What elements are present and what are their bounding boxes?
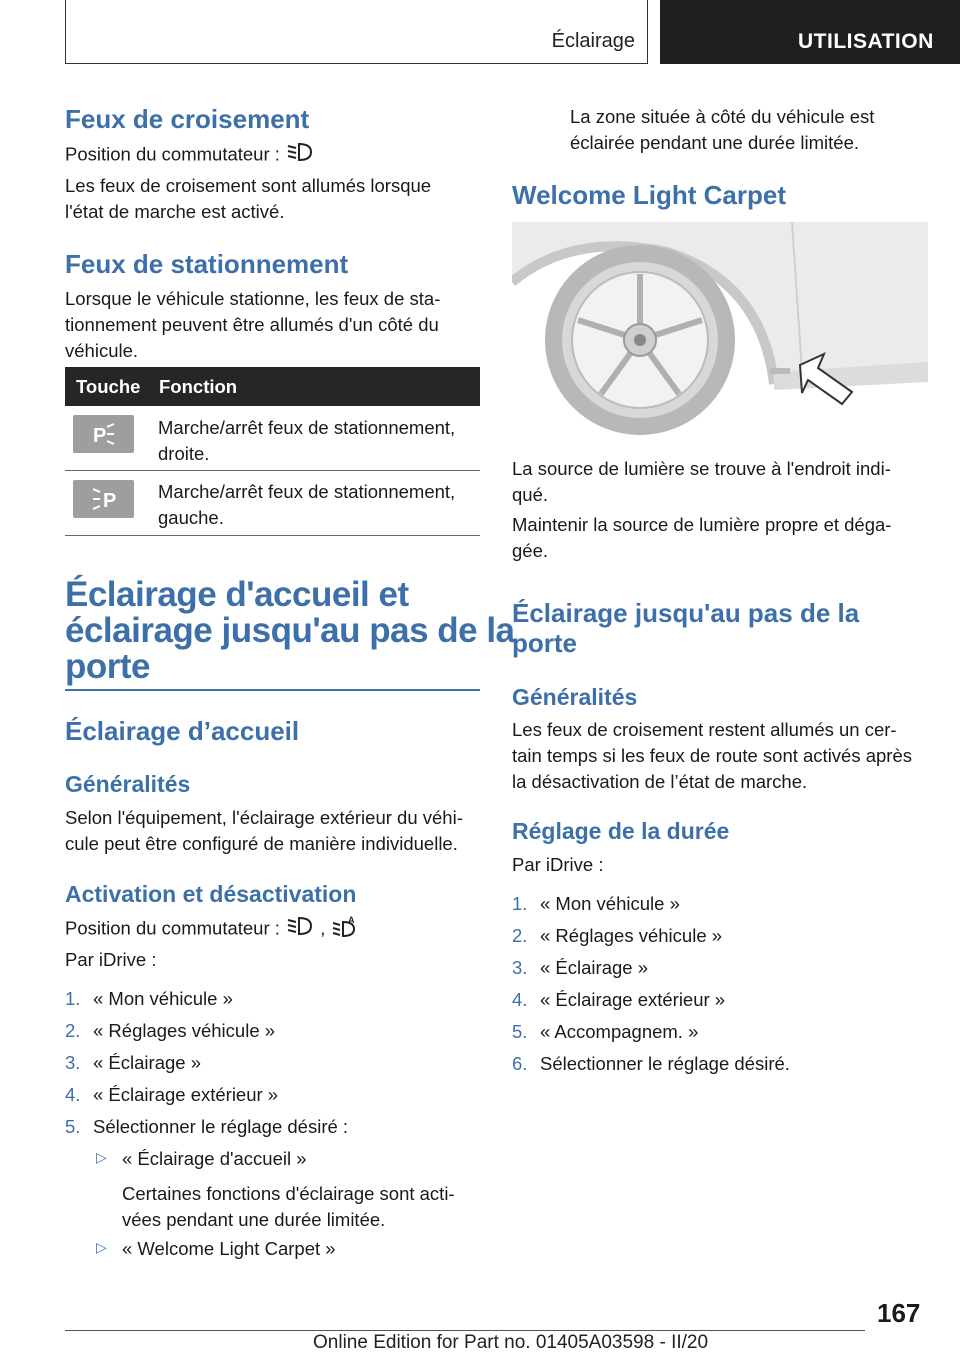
text-line: Les feux de croisement restent allumés un cer- [512, 719, 897, 740]
list-text: « Éclairage » [540, 957, 648, 978]
list-text: Sélectionner le réglage désiré. [540, 1053, 790, 1074]
text-line: tain temps si les feux de route sont activés après [512, 745, 913, 766]
list-text: « Réglages véhicule » [540, 925, 723, 946]
parking-light-right-button [73, 415, 134, 453]
text-line: La zone située à côté du véhicule est [570, 106, 875, 127]
text-line: Lorsque le véhicule stationne, les feux de sta- [65, 288, 441, 309]
idrive-label: Par iDrive : [65, 949, 157, 970]
list-number: 5. [65, 1116, 81, 1137]
list-number: 2. [65, 1020, 81, 1041]
list-text: « Mon véhicule » [540, 893, 680, 914]
welcome-light-carpet-image [512, 222, 928, 435]
switch-position-label: Position du commutateur : [65, 917, 280, 939]
heading-line: Éclairage d'accueil et [65, 575, 409, 614]
text-line: tionnement peuvent être allumés d'un côté du [65, 314, 439, 335]
table-row-2-text [158, 479, 455, 531]
list-number: 2. [512, 925, 528, 946]
footer-edition: Online Edition for Part no. 01405A03598 - II/20 [313, 1332, 709, 1353]
table-header-function: Fonction [159, 376, 238, 397]
sub-list-text: « Éclairage d'accueil » [122, 1148, 307, 1169]
list-item [512, 1019, 698, 1045]
sub-list-text: « Welcome Light Carpet » [122, 1238, 336, 1259]
list-item [512, 923, 722, 949]
image-caption-text [512, 456, 891, 508]
heading-generalites: Généralités [512, 684, 638, 710]
list-number: 1. [65, 988, 81, 1009]
heading-feux-stationnement: Feux de stationnement [65, 249, 349, 279]
heading-generalites: Généralités [65, 771, 191, 797]
text-line: vées pendant une durée limitée. [122, 1209, 386, 1230]
list-item [65, 1050, 201, 1076]
heading-line: Éclairage jusqu'au pas de la [512, 598, 860, 628]
switch-position-label: Position du commutateur : [65, 143, 280, 165]
list-number: 1. [512, 893, 528, 914]
text-line: Maintenir la source de lumière propre et déga- [512, 514, 892, 535]
zone-text [570, 104, 874, 156]
feux-stationnement-text [65, 286, 440, 364]
switch-separator: , [320, 917, 326, 939]
generalites-text [512, 717, 912, 795]
list-text: Sélectionner le réglage désiré : [93, 1116, 349, 1137]
list-item [65, 986, 233, 1012]
text-line: Marche/arrêt feux de stationnement, [158, 417, 456, 438]
list-text: « Accompagnem. » [540, 1021, 699, 1042]
list-number: 3. [65, 1052, 81, 1073]
text-line: Selon l'équipement, l'éclairage extérieur du véhi- [65, 807, 463, 828]
list-number: 4. [65, 1084, 81, 1105]
feux-croisement-text [65, 173, 431, 225]
idrive-label: Par iDrive : [512, 854, 604, 875]
low-beam-icon [285, 915, 315, 944]
table-bottom-line [65, 535, 480, 536]
sub-list-item [122, 1146, 307, 1172]
table-header [65, 367, 480, 406]
heading-pas-de-porte [512, 598, 859, 658]
heading-activation: Activation et désactivation [65, 881, 357, 907]
parking-light-right-icon [73, 415, 134, 453]
activation-switch-line [65, 915, 360, 944]
svg-text:A: A [348, 915, 355, 925]
list-item [512, 1051, 790, 1077]
list-text: « Réglages véhicule » [93, 1020, 276, 1041]
text-line: Marche/arrêt feux de stationnement, [158, 481, 456, 502]
list-text: « Éclairage extérieur » [93, 1084, 279, 1105]
text-line: la désactivation de l’état de marche. [512, 771, 808, 792]
text-line: gauche. [158, 507, 224, 528]
list-item [65, 1114, 348, 1140]
list-item [512, 987, 725, 1013]
text-line: droite. [158, 443, 210, 464]
header-chapter-box [660, 0, 960, 64]
footer-rule [65, 1330, 865, 1331]
list-item [512, 891, 680, 917]
table-row-1-text [158, 415, 455, 467]
text-line: Certaines fonctions d'éclairage sont acti- [122, 1183, 455, 1204]
text-line: gée. [512, 540, 549, 561]
text-line: véhicule. [65, 340, 139, 361]
table-row-divider [65, 470, 480, 471]
heading-line: porte [512, 628, 577, 658]
list-number: 5. [512, 1021, 528, 1042]
header-chapter-title: UTILISATION [798, 30, 934, 53]
text-line: qué. [512, 484, 549, 505]
svg-text:P: P [103, 490, 117, 512]
heading-reglage-duree: Réglage de la durée [512, 818, 730, 844]
list-text: « Mon véhicule » [93, 988, 233, 1009]
text-line: cule peut être configuré de manière individuelle. [65, 833, 458, 854]
list-item [65, 1018, 275, 1044]
page-number: 167 [877, 1298, 921, 1328]
sub-list-item [122, 1236, 336, 1262]
heading-rule [65, 689, 480, 691]
list-item [512, 955, 648, 981]
parking-light-left-button [73, 480, 134, 518]
parking-light-left-icon [73, 480, 134, 518]
sub-list-note [122, 1181, 455, 1233]
heading-eclairage-accueil: Éclairage d’accueil [65, 716, 300, 746]
text-line: La source de lumière se trouve à l'endroit indi- [512, 458, 891, 479]
list-text: « Éclairage » [93, 1052, 201, 1073]
table-header-key: Touche [76, 376, 141, 397]
triangle-bullet-icon: ▷ [96, 1239, 107, 1255]
text-line: Les feux de croisement sont allumés lorsque [65, 175, 432, 196]
text-line: éclairée pendant une durée limitée. [570, 132, 859, 153]
heading-welcome-light-carpet: Welcome Light Carpet [512, 180, 787, 210]
switch-position-line [65, 141, 315, 170]
list-number: 6. [512, 1053, 528, 1074]
auto-headlight-icon [330, 915, 360, 944]
header-section-box [65, 0, 648, 64]
heading-line: porte [65, 647, 150, 686]
text-line: l'état de marche est activé. [65, 201, 285, 222]
generalites-text [65, 805, 463, 857]
heading-feux-croisement: Feux de croisement [65, 104, 310, 134]
list-text: « Éclairage extérieur » [540, 989, 726, 1010]
maintain-text [512, 512, 891, 564]
heading-line: éclairage jusqu'au pas de la [65, 611, 515, 650]
svg-text:P: P [93, 425, 107, 447]
list-number: 4. [512, 989, 528, 1010]
header-section-title: Éclairage [551, 30, 635, 52]
low-beam-icon [285, 141, 315, 170]
main-heading [65, 577, 515, 685]
triangle-bullet-icon: ▷ [96, 1149, 107, 1165]
list-number: 3. [512, 957, 528, 978]
list-item [65, 1082, 278, 1108]
